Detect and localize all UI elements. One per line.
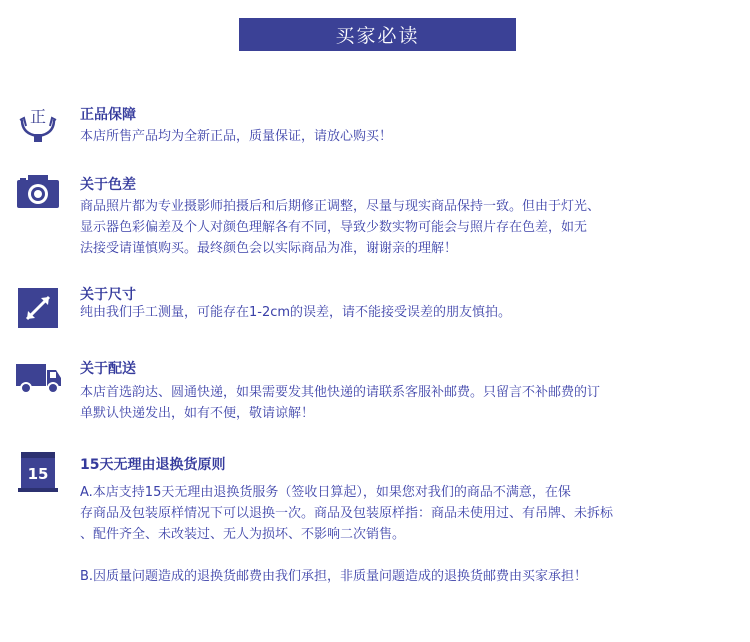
section-title: 关于尺寸 bbox=[80, 287, 136, 303]
section-line: 存商品及包装原样情况下可以退换一次。商品及包装原样指：商品未使用过、有吊牌、未拆标 bbox=[80, 506, 614, 521]
section-line: 纯由我们手工测量，可能存在1-2cm的误差，请不能接受误差的朋友慎拍。 bbox=[80, 305, 512, 320]
section-title: 15天无理由退换货原则 bbox=[80, 457, 226, 473]
section-body bbox=[80, 482, 720, 587]
calendar-15-icon bbox=[14, 448, 62, 496]
section-title: 关于色差 bbox=[80, 177, 136, 193]
page-banner bbox=[239, 18, 516, 51]
section-body bbox=[80, 126, 720, 147]
section-line: B.因质量问题造成的退换货邮费由我们承担，非质量问题造成的退换货邮费由买家承担！ bbox=[80, 569, 588, 584]
section-body bbox=[80, 196, 720, 259]
section-line: 本店首选韵达、圆通快递，如果需要发其他快递的请联系客服补邮费。只留言不补邮费的订 bbox=[80, 385, 601, 400]
section-body bbox=[80, 382, 720, 424]
svg-text:正: 正 bbox=[29, 107, 47, 126]
section-title: 正品保障 bbox=[80, 107, 136, 123]
section-line: 单默认快递发出，如有不便，敬请谅解！ bbox=[80, 406, 315, 421]
genuine-hand-icon bbox=[14, 98, 62, 146]
section-line: 显示器色彩偏差及个人对颜色理解各有不同，导致少数实物可能会与照片存在色差，如无 bbox=[80, 220, 588, 235]
section-line: 本店所售产品均为全新正品，质量保证，请放心购买！ bbox=[80, 129, 393, 144]
page-title: 买家必读 bbox=[335, 25, 420, 47]
calendar-icon-text: 15 bbox=[27, 465, 49, 483]
section-body bbox=[80, 302, 720, 323]
resize-arrow-icon bbox=[14, 284, 62, 332]
section-line: 商品照片都为专业摄影师拍摄后和后期修正调整，尽量与现实商品保持一致。但由于灯光、 bbox=[80, 199, 601, 214]
section-line: A.本店支持15天无理由退换货服务（签收日算起），如果您对我们的商品不满意，在保 bbox=[80, 485, 571, 500]
delivery-truck-icon bbox=[14, 354, 62, 402]
section-title: 关于配送 bbox=[80, 361, 136, 377]
section-line: 法接受请谨慎购买。最终颜色会以实际商品为准，谢谢亲的理解！ bbox=[80, 241, 458, 256]
section-line: 、配件齐全、未改装过、无人为损坏、不影响二次销售。 bbox=[80, 527, 406, 542]
camera-icon bbox=[14, 168, 62, 216]
section-spacer bbox=[80, 545, 720, 566]
